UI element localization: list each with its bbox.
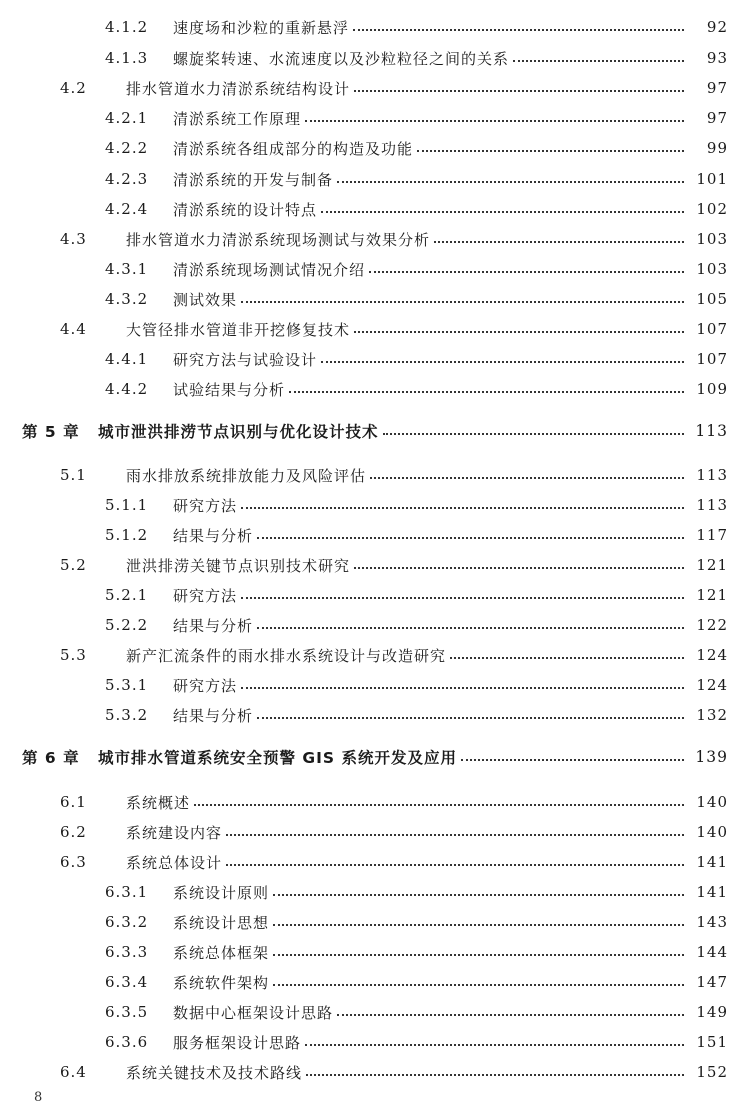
toc-section[interactable] [0, 847, 750, 877]
dot-leader [257, 717, 684, 719]
dot-leader [369, 271, 684, 273]
dot-leader [337, 1014, 684, 1016]
toc-section[interactable] [0, 787, 750, 817]
toc-entry-title: 系统概述 [126, 793, 191, 812]
toc-entry-number: 第 5 章 [22, 423, 80, 441]
toc-entry-page: 97 [706, 109, 728, 127]
dot-leader [305, 1044, 684, 1046]
toc-entry-page: 102 [696, 200, 728, 218]
toc-entry-page: 140 [696, 793, 728, 811]
dot-leader [337, 181, 684, 183]
toc-subsection[interactable] [0, 670, 750, 700]
dot-leader [241, 301, 684, 303]
dot-leader [273, 954, 684, 956]
dot-leader [306, 1074, 684, 1076]
toc-entry-number: 4.3.2 [105, 290, 149, 308]
toc-section[interactable] [0, 460, 750, 490]
toc-subsection[interactable] [0, 937, 750, 967]
dot-leader [434, 241, 684, 243]
toc-subsection[interactable] [0, 877, 750, 907]
toc-entry-page: 117 [696, 526, 728, 544]
toc-entry-title: 结果与分析 [173, 706, 254, 725]
toc-entry-title: 试验结果与分析 [173, 380, 286, 399]
dot-leader [450, 657, 684, 659]
toc-subsection[interactable] [0, 997, 750, 1027]
toc-chapter[interactable] [0, 416, 750, 446]
toc-entry-title: 结果与分析 [173, 526, 254, 545]
toc-chapter[interactable] [0, 742, 750, 772]
toc-entry-page: 141 [696, 853, 728, 871]
dot-leader [354, 331, 684, 333]
toc-entry-page: 121 [696, 586, 728, 604]
toc-entry-title: 速度场和沙粒的重新悬浮 [173, 18, 350, 37]
toc-entry-number: 4.2.2 [105, 139, 149, 157]
toc-entry-title: 数据中心框架设计思路 [173, 1003, 334, 1022]
toc-entry-page: 99 [706, 139, 728, 157]
toc-entry-title: 研究方法 [173, 676, 238, 695]
toc-subsection[interactable] [0, 133, 750, 163]
toc-entry-number: 6.3.5 [105, 1003, 149, 1021]
toc-entry-number: 5.1.2 [105, 526, 149, 544]
toc-entry-title: 清淤系统的开发与制备 [173, 170, 334, 189]
toc-entry-page: 113 [696, 496, 728, 514]
dot-leader [461, 759, 684, 761]
toc-entry-page: 152 [696, 1063, 728, 1081]
toc-entry-page: 122 [696, 616, 728, 634]
page-number: 8 [34, 1090, 43, 1105]
toc-entry-number: 5.3 [60, 646, 87, 664]
toc-entry-number: 6.4 [60, 1063, 87, 1081]
toc-entry-number: 6.3 [60, 853, 87, 871]
dot-leader [370, 477, 684, 479]
toc-entry-page: 113 [695, 422, 728, 440]
toc-entry-title: 新产汇流条件的雨水排水系统设计与改造研究 [126, 646, 447, 665]
toc-entry-page: 149 [696, 1003, 728, 1021]
toc-entry-title: 泄洪排涝关键节点识别技术研究 [126, 556, 351, 575]
toc-section[interactable] [0, 1057, 750, 1087]
toc-subsection[interactable] [0, 967, 750, 997]
toc-subsection[interactable] [0, 194, 750, 224]
toc-entry-number: 5.2 [60, 556, 87, 574]
toc-subsection[interactable] [0, 284, 750, 314]
toc-section[interactable] [0, 314, 750, 344]
toc-entry-page: 139 [695, 748, 728, 766]
toc-entry-title: 研究方法与试验设计 [173, 350, 318, 369]
toc-entry-page: 132 [696, 706, 728, 724]
dot-leader [513, 60, 684, 62]
toc-entry-title: 系统设计思想 [173, 913, 270, 932]
toc-entry-page: 109 [696, 380, 728, 398]
toc-section[interactable] [0, 224, 750, 254]
toc-entry-number: 6.3.4 [105, 973, 149, 991]
toc-entry-number: 6.3.3 [105, 943, 149, 961]
toc-subsection[interactable] [0, 580, 750, 610]
toc-entry-number: 6.1 [60, 793, 87, 811]
toc-entry-title: 服务框架设计思路 [173, 1033, 302, 1052]
toc-entry-title: 清淤系统工作原理 [173, 109, 302, 128]
toc-subsection[interactable] [0, 164, 750, 194]
toc-entry-page: 101 [696, 170, 728, 188]
dot-leader [417, 150, 684, 152]
toc-entry-page: 143 [696, 913, 728, 931]
dot-leader [354, 90, 684, 92]
toc-entry-title: 城市排水管道系统安全预警 GIS 系统开发及应用 [98, 749, 457, 767]
toc-entry-page: 140 [696, 823, 728, 841]
dot-leader [257, 627, 684, 629]
toc-entry-number: 5.2.1 [105, 586, 149, 604]
toc-entry-title: 城市泄洪排涝节点识别与优化设计技术 [98, 423, 379, 441]
dot-leader [383, 433, 684, 435]
toc-section[interactable] [0, 550, 750, 580]
toc-entry-number: 6.2 [60, 823, 87, 841]
toc-entry-number: 4.2.4 [105, 200, 149, 218]
toc-entry-page: 97 [706, 79, 728, 97]
dot-leader [273, 894, 684, 896]
toc-entry-page: 151 [696, 1033, 728, 1051]
dot-leader [257, 537, 684, 539]
toc-subsection[interactable] [0, 43, 750, 73]
toc-entry-page: 141 [696, 883, 728, 901]
toc-entry-title: 研究方法 [173, 586, 238, 605]
toc-section[interactable] [0, 817, 750, 847]
toc-entry-title: 系统关键技术及技术路线 [126, 1063, 303, 1082]
toc-subsection[interactable] [0, 907, 750, 937]
toc-entry-number: 5.3.1 [105, 676, 149, 694]
toc-subsection[interactable] [0, 254, 750, 284]
dot-leader [241, 507, 684, 509]
toc-entry-number: 6.3.1 [105, 883, 149, 901]
toc-entry-number: 第 6 章 [22, 749, 80, 767]
toc-entry-number: 6.3.2 [105, 913, 149, 931]
toc-subsection[interactable] [0, 12, 750, 42]
toc-entry-page: 147 [696, 973, 728, 991]
toc-entry-number: 4.4.1 [105, 350, 149, 368]
toc-entry-page: 107 [696, 350, 728, 368]
toc-entry-number: 5.1 [60, 466, 87, 484]
toc-subsection[interactable] [0, 344, 750, 374]
toc-subsection[interactable] [0, 1027, 750, 1057]
toc-entry-number: 4.4 [60, 320, 87, 338]
toc-entry-number: 4.1.2 [105, 18, 149, 36]
toc-entry-number: 5.3.2 [105, 706, 149, 724]
toc-entry-page: 107 [696, 320, 728, 338]
dot-leader [226, 834, 684, 836]
toc-entry-page: 124 [696, 646, 728, 664]
toc-subsection[interactable] [0, 610, 750, 640]
toc-entry-title: 研究方法 [173, 496, 238, 515]
dot-leader [226, 864, 684, 866]
toc-entry-page: 105 [696, 290, 728, 308]
toc-entry-page: 103 [696, 230, 728, 248]
toc-entry-title: 系统软件架构 [173, 973, 270, 992]
toc-entry-title: 雨水排放系统排放能力及风险评估 [126, 466, 367, 485]
toc-subsection[interactable] [0, 374, 750, 404]
toc-entry-number: 4.4.2 [105, 380, 149, 398]
toc-entry-number: 4.2 [60, 79, 87, 97]
dot-leader [273, 924, 684, 926]
toc-entry-title: 排水管道水力清淤系统现场测试与效果分析 [126, 230, 431, 249]
toc-entry-title: 结果与分析 [173, 616, 254, 635]
dot-leader [241, 597, 684, 599]
dot-leader [321, 361, 684, 363]
toc-entry-title: 系统建设内容 [126, 823, 223, 842]
toc-entry-number: 5.1.1 [105, 496, 149, 514]
toc-entry-title: 系统总体设计 [126, 853, 223, 872]
dot-leader [354, 567, 684, 569]
toc-entry-title: 排水管道水力清淤系统结构设计 [126, 79, 351, 98]
dot-leader [289, 391, 684, 393]
toc-entry-number: 5.2.2 [105, 616, 149, 634]
toc-subsection[interactable] [0, 520, 750, 550]
toc-entry-title: 系统总体框架 [173, 943, 270, 962]
toc-entry-number: 4.2.1 [105, 109, 149, 127]
toc-subsection[interactable] [0, 490, 750, 520]
dot-leader [321, 211, 684, 213]
dot-leader [273, 984, 684, 986]
toc-section[interactable] [0, 640, 750, 670]
toc-entry-page: 124 [696, 676, 728, 694]
dot-leader [353, 29, 684, 31]
toc-entry-number: 4.3.1 [105, 260, 149, 278]
toc-entry-title: 清淤系统各组成部分的构造及功能 [173, 139, 414, 158]
toc-entry-title: 螺旋桨转速、水流速度以及沙粒粒径之间的关系 [173, 49, 510, 68]
toc-entry-page: 92 [706, 18, 728, 36]
dot-leader [305, 120, 684, 122]
dot-leader [194, 804, 684, 806]
toc-entry-title: 测试效果 [173, 290, 238, 309]
toc-entry-page: 121 [696, 556, 728, 574]
toc-entry-page: 144 [696, 943, 728, 961]
toc-entry-number: 4.3 [60, 230, 87, 248]
toc-entry-title: 清淤系统现场测试情况介绍 [173, 260, 366, 279]
toc-entry-page: 103 [696, 260, 728, 278]
toc-section[interactable] [0, 73, 750, 103]
toc-entry-page: 113 [696, 466, 728, 484]
dot-leader [241, 687, 684, 689]
toc-entry-title: 系统设计原则 [173, 883, 270, 902]
toc-subsection[interactable] [0, 700, 750, 730]
toc-entry-number: 6.3.6 [105, 1033, 149, 1051]
toc-entry-page: 93 [706, 49, 728, 67]
toc-entry-title: 大管径排水管道非开挖修复技术 [126, 320, 351, 339]
toc-subsection[interactable] [0, 103, 750, 133]
toc-entry-number: 4.1.3 [105, 49, 149, 67]
toc-entry-title: 清淤系统的设计特点 [173, 200, 318, 219]
toc-entry-number: 4.2.3 [105, 170, 149, 188]
